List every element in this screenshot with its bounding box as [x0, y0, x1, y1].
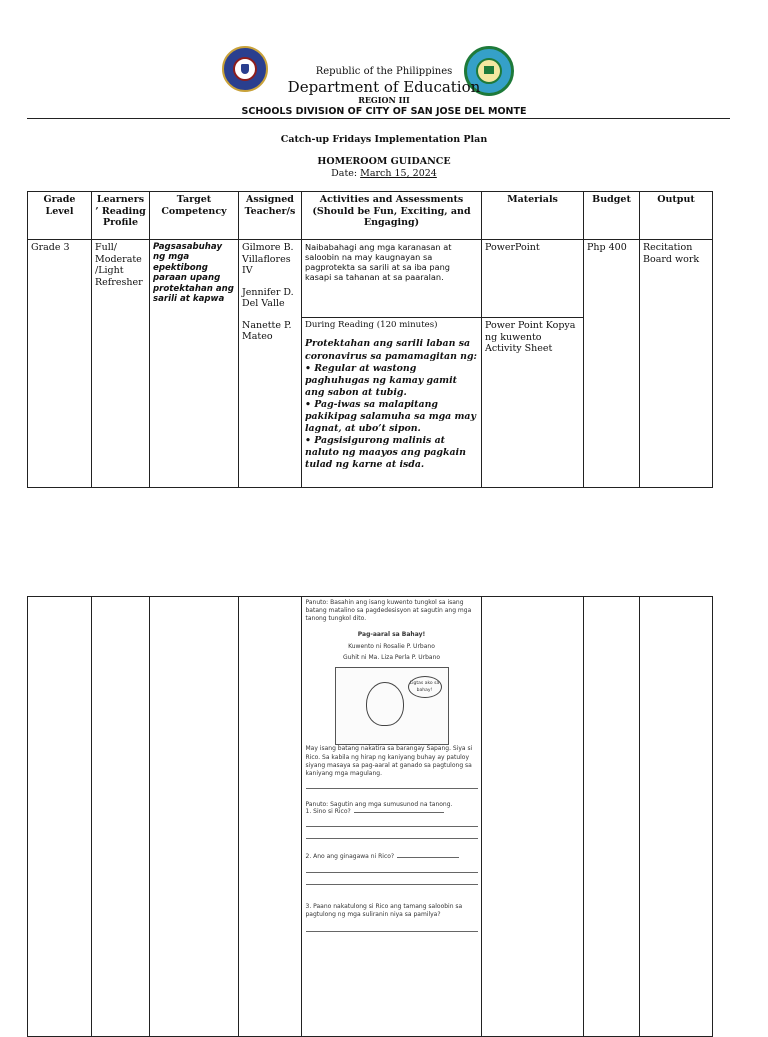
worksheet-illustrator: Guhit ni Ma. Liza Perla P. Urbano: [342, 653, 441, 661]
cell-grade: Grade 3: [28, 240, 92, 488]
cell-activity-intro: Naibabahagi ang mga karanasan at saloobin na may kaugnayan sa pagprotekta sa sarili at sa iba pang kasapi sa tahanan at sa paaralan.: [302, 240, 482, 318]
reading-item: • Regular at wastong paghuhugas ng kamay gamit ang sabon at tubig.: [305, 362, 457, 398]
empty-cell: [150, 597, 239, 1037]
worksheet-question-1: [306, 808, 478, 815]
cell-budget: Php 400: [584, 240, 640, 488]
cell-profile: Full/ Moderate /Light Refresher: [92, 240, 150, 488]
date-value: March 15, 2024: [360, 168, 437, 179]
col-materials: Materials: [482, 192, 584, 240]
answer-line: [306, 931, 478, 932]
division-heading: SCHOOLS DIVISION OF CITY OF SAN JOSE DEL MONTE: [241, 106, 527, 117]
implementation-plan-table: [27, 191, 713, 488]
col-assigned-teachers: Assigned Teacher/s: [239, 192, 302, 240]
subject-title: HOMEROOM GUIDANCE: [317, 156, 451, 167]
col-grade-level: Grade Level: [28, 192, 92, 240]
region-heading: REGION III: [358, 95, 410, 105]
worksheet-author: Kuwento ni Rosalie P. Urbano: [348, 642, 435, 650]
question-text: 1. Sino si Rico?: [305, 808, 351, 816]
during-reading-label: During Reading (120 minutes): [305, 320, 438, 330]
answer-line: [306, 872, 478, 873]
empty-cell: [92, 597, 150, 1037]
worksheet-directions: Panuto: Basahin ang isang kuwento tungkol sa isang batang matalino sa pagdedesisyon at sagutin ang mga tanong tungkol dito.: [305, 599, 472, 623]
reading-item: • Pagsisigurong malinis at naluto ng maayos ang pagkain tulad ng karne at isda.: [305, 434, 466, 470]
worksheet-question-directions: Panuto: Sagutin ang mga sumusunod na tanong.: [305, 800, 453, 808]
answer-line: [306, 884, 478, 885]
empty-cell: [28, 597, 92, 1037]
republic-heading: Republic of the Philippines: [315, 66, 453, 77]
answer-line: [306, 838, 478, 839]
empty-cell: [239, 597, 302, 1037]
teacher-name: Jennifer D. Del Valle: [242, 286, 294, 310]
worksheet-question-3: 3. Paano nakatulong si Rico ang tamang saloobin sa pagtulong ng mga suliranin niya sa pamilya?: [305, 902, 463, 919]
cell-worksheet: [302, 597, 482, 1037]
reading-item: • Pag-iwas sa malapitang pakikipag salamuha sa mga may lagnat, at ubo’t sipon.: [305, 398, 476, 434]
worksheet-divider: [306, 788, 478, 789]
header-row: [28, 192, 713, 240]
cell-output: Recitation Board work: [640, 240, 713, 488]
answer-line: [306, 826, 478, 827]
worksheet-story-title: Pag-aaral sa Bahay!: [357, 631, 426, 639]
empty-cell: [584, 597, 640, 1037]
speech-bubble: Ligtas ako sa bahay!: [408, 676, 442, 698]
teacher-name: Nanette P. Mateo: [242, 319, 292, 343]
department-heading: Department of Education: [287, 78, 481, 96]
date-label: Date:: [331, 168, 358, 179]
cell-materials-2: Power Point Kopya ng kuwento Activity Sheet: [482, 318, 584, 488]
cell-teachers: [239, 240, 302, 488]
col-budget: Budget: [584, 192, 640, 240]
continuation-table: [27, 596, 713, 1037]
empty-cell: [640, 597, 713, 1037]
activity-worksheet-image: [306, 599, 478, 1019]
child-face-icon: [366, 682, 404, 726]
col-activities: Activities and Assessments (Should be Fun, Exciting, and Engaging): [302, 192, 482, 240]
plan-title: Catch-up Fridays Implementation Plan: [280, 134, 488, 145]
empty-cell: [482, 597, 584, 1037]
worksheet-question-2: [306, 853, 478, 860]
teacher-name: Gilmore B. Villaflores IV: [242, 242, 294, 277]
col-target-competency: Target Competency: [150, 192, 239, 240]
reading-lead: Protektahan ang sarili laban sa coronavirus sa pamamagitan ng:: [305, 338, 478, 362]
table-row: [28, 597, 713, 1037]
worksheet-story-text: May isang batang nakatira sa barangay Sapang. Siya si Rico. Sa kabila ng hirap ng kaniyang buhay ay patuloy siyang masaya sa pag-aaral at ganado sa pagtulong sa kaniyang mga magulang.: [305, 745, 473, 778]
table-row: [28, 240, 713, 318]
cell-competency: Pagsasabuhay ng mga epektibong paraan upang protektahan ang sarili at kapwa: [150, 240, 239, 488]
col-output: Output: [640, 192, 713, 240]
col-reading-profile: Learners ’ Reading Profile: [92, 192, 150, 240]
cell-during-reading: [302, 318, 482, 488]
question-text: 2. Ano ang ginagawa ni Rico?: [305, 853, 395, 861]
cell-materials-1: PowerPoint: [482, 240, 584, 318]
story-illustration: [335, 667, 449, 745]
header-divider: [27, 118, 730, 119]
date-line: [0, 168, 768, 179]
